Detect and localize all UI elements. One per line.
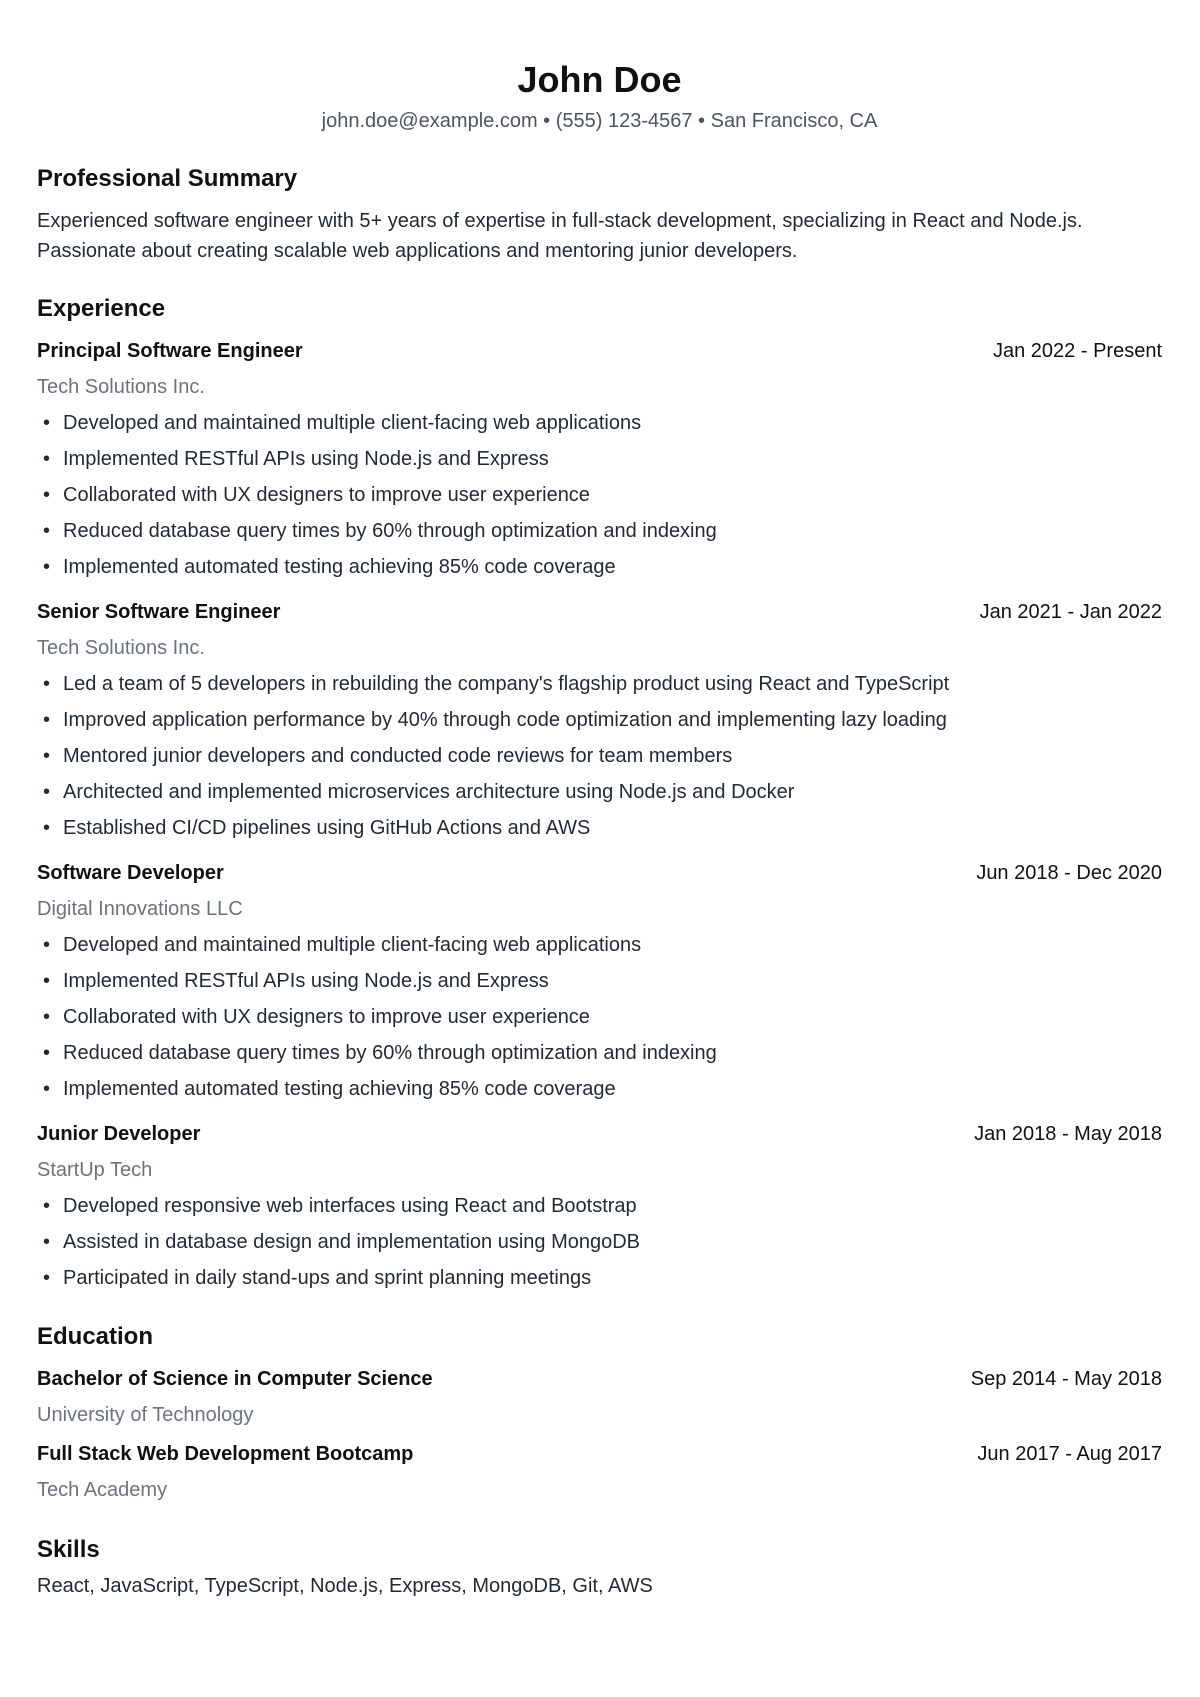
job-bullet: • Developed and maintained multiple client-facing web applications bbox=[37, 405, 1162, 441]
job-entry bbox=[37, 338, 1162, 585]
education-entry bbox=[37, 1366, 1162, 1428]
job-title: Software Developer bbox=[37, 862, 224, 884]
job-entry bbox=[37, 599, 1162, 846]
job-bullet: • Developed responsive web interfaces using React and Bootstrap bbox=[37, 1188, 1162, 1224]
education-section bbox=[37, 1322, 1162, 1503]
job-bullets bbox=[37, 666, 1162, 846]
job-dates: Jan 2021 - Jan 2022 bbox=[979, 601, 1162, 623]
job-bullet: • Reduced database query times by 60% through optimization and indexing bbox=[37, 513, 1162, 549]
job-dates: Jun 2018 - Dec 2020 bbox=[976, 862, 1162, 884]
job-entry bbox=[37, 1121, 1162, 1296]
job-title: Senior Software Engineer bbox=[37, 601, 281, 623]
job-company: Tech Solutions Inc. bbox=[37, 637, 205, 659]
education-header bbox=[37, 1366, 1162, 1392]
skills-heading: Skills bbox=[37, 1536, 100, 1563]
job-bullet: • Implemented RESTful APIs using Node.js and Express bbox=[37, 441, 1162, 477]
job-bullets bbox=[37, 405, 1162, 585]
job-bullet: • Implemented automated testing achieving 85% code coverage bbox=[37, 1071, 1162, 1107]
job-header bbox=[37, 860, 1162, 886]
job-dates: Jan 2018 - May 2018 bbox=[974, 1123, 1162, 1145]
job-dates: Jan 2022 - Present bbox=[993, 340, 1162, 362]
summary-text: Experienced software engineer with 5+ years of expertise in full-stack development, specializing in React and Node.js. Passionate about creating scalable web applications and mentoring junior developers. bbox=[37, 210, 1083, 262]
job-bullets bbox=[37, 1188, 1162, 1296]
job-bullets bbox=[37, 927, 1162, 1107]
education-entry bbox=[37, 1441, 1162, 1503]
job-bullet: • Led a team of 5 developers in rebuilding the company's flagship product using React and TypeScript bbox=[37, 666, 1162, 702]
job-entry bbox=[37, 860, 1162, 1107]
job-header bbox=[37, 1121, 1162, 1147]
summary-heading: Professional Summary bbox=[37, 165, 298, 192]
job-bullet: • Developed and maintained multiple client-facing web applications bbox=[37, 927, 1162, 963]
job-title: Junior Developer bbox=[37, 1123, 201, 1145]
candidate-name: John Doe bbox=[517, 59, 682, 100]
job-bullet: • Collaborated with UX designers to improve user experience bbox=[37, 999, 1162, 1035]
job-bullet: • Architected and implemented microservices architecture using Node.js and Docker bbox=[37, 774, 1162, 810]
skills-list: React, JavaScript, TypeScript, Node.js, Express, MongoDB, Git, AWS bbox=[37, 1575, 653, 1597]
education-dates: Jun 2017 - Aug 2017 bbox=[977, 1443, 1162, 1465]
skills-section bbox=[37, 1535, 1162, 1599]
education-heading: Education bbox=[37, 1323, 154, 1350]
job-bullet: • Implemented RESTful APIs using Node.js and Express bbox=[37, 963, 1162, 999]
degree-title: Bachelor of Science in Computer Science bbox=[37, 1368, 433, 1390]
job-bullet: • Collaborated with UX designers to improve user experience bbox=[37, 477, 1162, 513]
job-bullet: • Mentored junior developers and conducted code reviews for team members bbox=[37, 738, 1162, 774]
contact-line: john.doe@example.com • (555) 123-4567 • San Francisco, CA bbox=[321, 110, 878, 132]
job-bullet: • Improved application performance by 40% through code optimization and implementing lazy loading bbox=[37, 702, 1162, 738]
job-title: Principal Software Engineer bbox=[37, 340, 303, 362]
job-company: Tech Solutions Inc. bbox=[37, 376, 205, 398]
job-bullet: • Implemented automated testing achieving 85% code coverage bbox=[37, 549, 1162, 585]
school-name: Tech Academy bbox=[37, 1479, 168, 1501]
education-header bbox=[37, 1441, 1162, 1467]
job-bullet: • Reduced database query times by 60% through optimization and indexing bbox=[37, 1035, 1162, 1071]
summary-section bbox=[37, 164, 1162, 266]
education-dates: Sep 2014 - May 2018 bbox=[970, 1368, 1162, 1390]
job-header bbox=[37, 338, 1162, 364]
job-bullet: • Established CI/CD pipelines using GitHub Actions and AWS bbox=[37, 810, 1162, 846]
job-bullet: • Participated in daily stand-ups and sprint planning meetings bbox=[37, 1260, 1162, 1296]
job-company: StartUp Tech bbox=[37, 1159, 153, 1181]
resume-header bbox=[37, 58, 1162, 134]
job-bullet: • Assisted in database design and implementation using MongoDB bbox=[37, 1224, 1162, 1260]
experience-section bbox=[37, 294, 1162, 1296]
experience-heading: Experience bbox=[37, 295, 166, 322]
job-header bbox=[37, 599, 1162, 625]
job-company: Digital Innovations LLC bbox=[37, 898, 243, 920]
degree-title: Full Stack Web Development Bootcamp bbox=[37, 1443, 414, 1465]
school-name: University of Technology bbox=[37, 1404, 254, 1426]
